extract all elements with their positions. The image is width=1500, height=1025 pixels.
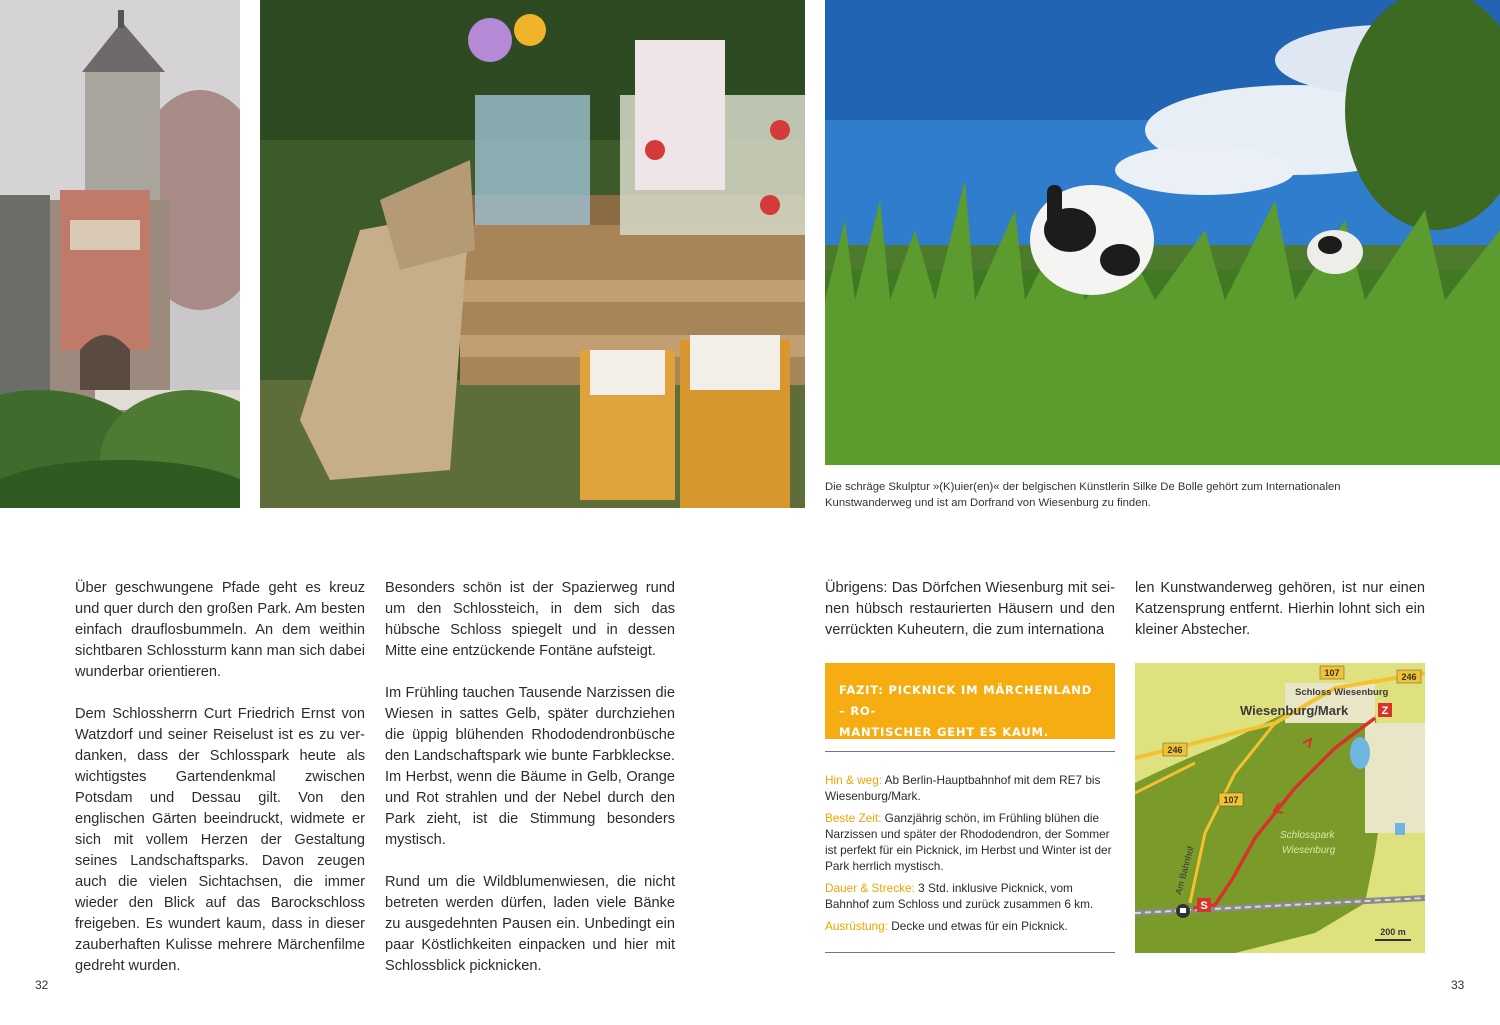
paragraph: len Kunstwanderweg gehören, ist nur einen Katzensprung entfernt. Hierhin lohnt sich ein kleiner Abstecher. — [1135, 580, 1425, 638]
fazit-line-2: MANTISCHER GEHT ES KAUM. — [839, 725, 1049, 739]
map-park-label-1: Schlosspark — [1280, 830, 1335, 841]
info-item-equipment — [825, 918, 1115, 934]
map-street-label: Am Bahnhof — [1173, 845, 1196, 896]
info-text: Decke und etwas für ein Picknick. — [887, 919, 1068, 933]
info-label: Beste Zeit: — [825, 811, 882, 825]
info-item-getting-there — [825, 772, 1115, 804]
train-station-icon — [1180, 908, 1186, 913]
page-number-right: 33 — [1451, 978, 1465, 992]
road-label-107: 107 — [1223, 795, 1239, 805]
text-column-4 — [1135, 578, 1425, 662]
castle-tower-photo-icon — [0, 0, 240, 508]
cow-photo — [825, 0, 1500, 465]
paragraph: Im Frühling tauchen Tausende Narzissen die Wiesen in sattes Gelb, später durchziehen die üppig blühenden Rhododendronbüsche den Landschaftspark wie bunte Farbkleckse. Im Herbst, wenn die Bäume in Gelb, Orange und Rot strahlen und der Nebel durch den Park zieht, ist die Stimmung besonders mystisch. — [385, 685, 675, 848]
cow-sculpture-photo-icon — [825, 0, 1500, 465]
paragraph: Übrigens: Das Dörfchen Wiesenburg mit seinen hübsch restaurierten Häusern und den verrückten Kuheutern, die zum internationa — [825, 580, 1115, 638]
paragraph: Besonders schön ist der Spazierweg rund um den Schlossteich, in dem sich das hübsche Schloss spiegelt und in dessen Mitte eine entzückende Fontäne aufsteigt. — [385, 580, 675, 659]
map-scale-label: 200 m — [1380, 927, 1406, 937]
info-text: Ab Berlin-Hauptbahnhof mit dem RE7 bis Wiesenburg/Mark. — [825, 773, 1101, 803]
road-label-107: 107 — [1324, 668, 1340, 678]
road-label-246: 246 — [1167, 745, 1183, 755]
map-town-label: Wiesenburg/Mark — [1240, 703, 1349, 718]
castle-photo — [0, 0, 240, 508]
route-map-svg — [1135, 663, 1425, 953]
paragraph: Rund um die Wildblumenwiesen, die nicht betreten werden dürfen, laden viele Bänke zu ausgedehnten Pausen ein. Unbedingt ein paar Köstlichkeiten einpacken und hier mit Schlossblick picknicken. — [385, 874, 675, 974]
road-label-246: 246 — [1401, 672, 1417, 682]
end-marker: Z — [1381, 705, 1389, 717]
info-item-duration — [825, 880, 1115, 912]
info-label: Hin & weg: — [825, 773, 883, 787]
info-box — [825, 751, 1115, 953]
route-map — [1135, 663, 1425, 953]
picnic-crate-photo-icon — [260, 0, 805, 508]
map-castle-label: Schloss Wiesenburg — [1295, 687, 1389, 698]
paragraph: Dem Schlossherrn Curt Friedrich Ernst von Watzdorf und seiner Reiselust ist es zu verdanken, dass der Schlosspark heute als wichtigstes Gartendenkmal zwischen Potsdam und Dessau gilt. Von den englischen Gärten beeindruckt, widmete er sich mit vollem Herzen der Gestaltung seines Landschaftsparks. Davon zeugen auch die vielen Sichtachsen, die immer wieder den Blick auf das Barockschloss freigeben. Es wundert kaum, dass in dieser zauberhaften Kulisse mehrere Märchenfilme gedreht wurden. — [75, 706, 365, 974]
text-column-3 — [825, 578, 1115, 662]
fazit-box — [825, 663, 1115, 739]
text-column-1 — [75, 578, 365, 998]
fazit-line-1: FAZIT: PICKNICK IM MÄRCHENLAND – RO- — [839, 683, 1093, 718]
info-item-best-time — [825, 810, 1115, 874]
paragraph: Über geschwungene Pfade geht es kreuz und quer durch den großen Park. Am besten einfach drauflosbummeln. An dem weithin sichtbaren Schlossturm kann man sich dabei wunderbar orientieren. — [75, 580, 365, 680]
info-label: Ausrüstung: — [825, 919, 888, 933]
text-column-2 — [385, 578, 675, 998]
info-text: 3 Std. inklusive Picknick, vom Bahnhof zum Schloss und zurück zusammen 6 km. — [825, 881, 1094, 911]
page-number-left: 32 — [35, 978, 49, 992]
info-label: Dauer & Strecke: — [825, 881, 915, 895]
map-park-label-2: Wiesenburg — [1282, 845, 1336, 856]
info-text: Ganzjährig schön, im Frühling blühen die Narzissen und später der Rhododendron, der Sommer ist perfekt für ein Picknick, im Herbst und Winter ist der Park herrlich mystisch. — [825, 811, 1112, 873]
start-marker: S — [1200, 900, 1208, 912]
photo-caption: Die schräge Skulptur »(K)uier(en)« der belgischen Künstlerin Silke De Bolle gehört zum Internationalen Kunstwanderweg und ist am Dorfrand von Wiesenburg zu finden. — [825, 481, 1341, 509]
picnic-photo — [260, 0, 805, 508]
